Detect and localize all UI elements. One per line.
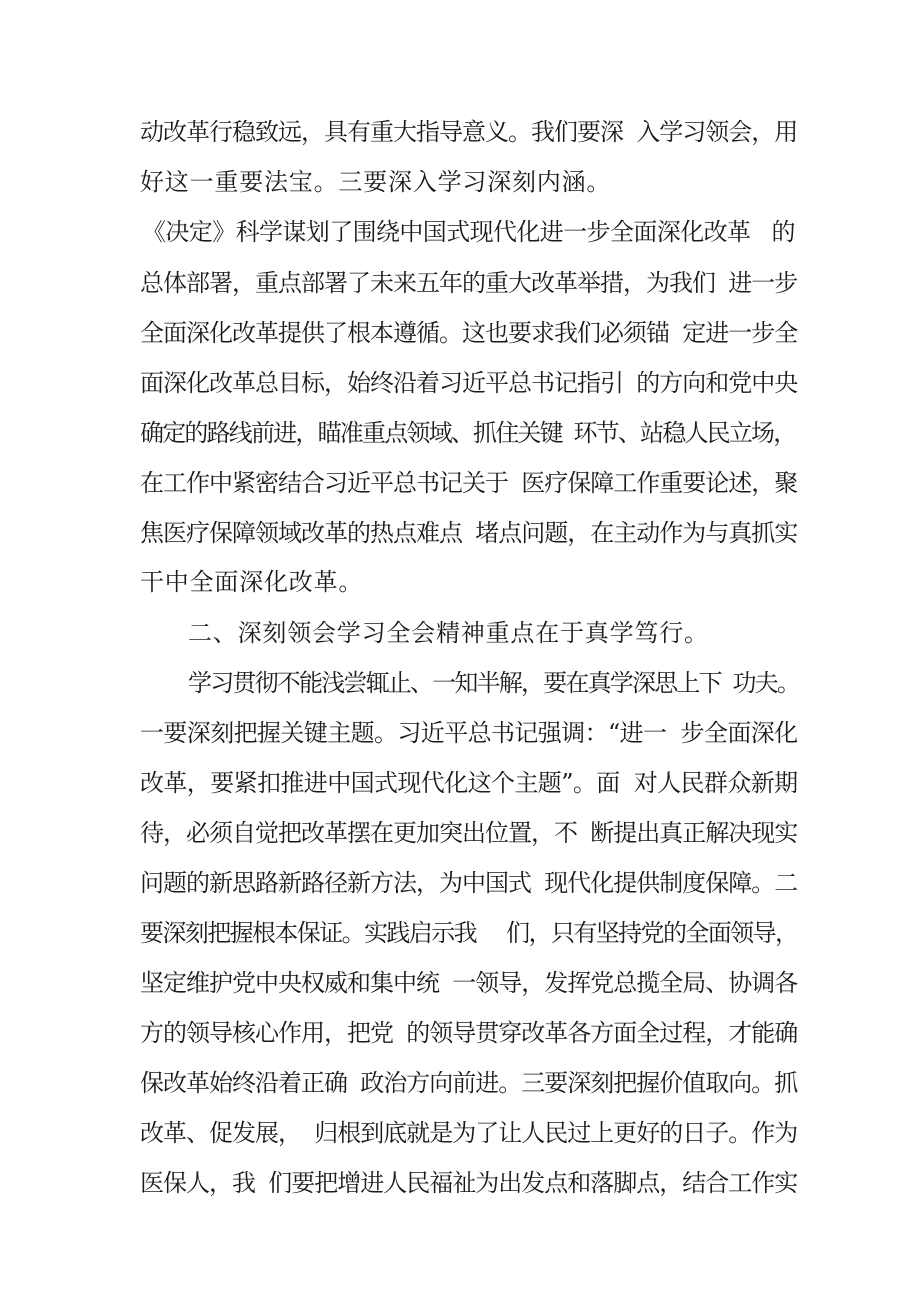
text-line: 确定的路线前进，瞄准重点领域、抓住关键 环节、站稳人民立场， [140,419,796,447]
text-line: 焦医疗保障领域改革的热点难点 堵点问题，在主动作为与真抓实 [140,519,798,547]
text-line: 全面深化改革提供了根本遵循。这也要求我们必须锚 定进一步全 [140,319,798,347]
text-line: 保改革始终沿着正确 政治方向前进。三要深刻把握价值取向。抓 [140,1069,798,1097]
text-line: 医保人，我 们要把增进人民福祉为出发点和落脚点，结合工作实 [140,1169,798,1197]
text-line: 坚定维护党中央权威和集中统 一领导，发挥党总揽全局、协调各 [140,969,798,997]
text-line: 动改革行稳致远，具有重大指导意义。我们要深 入学习领会，用 [140,118,798,146]
text-line: 学习贯彻不能浅尝辄止、一知半解，要在真学深思上下 功夫。 [188,669,800,697]
text-line: 面深化改革总目标，始终沿着习近平总书记指引 的方向和党中央 [140,369,798,397]
text-line: 要深刻把握根本保证。实践启示我 们，只有坚持党的全面领导， [140,919,798,947]
text-line: 改革，要紧扣推进中国式现代化这个主题”。面 对人民群众新期 [140,769,798,797]
text-line: 总体部署，重点部署了未来五年的重大改革举措，为我们 进一步 [140,269,798,297]
text-line: 方的领导核心作用，把党 的领导贯穿改革各方面全过程，才能确 [140,1019,798,1047]
section-heading: 二、深刻领会学习全会精神重点在于真学笃行。 [188,619,709,647]
text-line: 好这一重要法宝。三要深入学习深刻内涵。 [140,168,612,196]
text-line: 改革、促发展， 归根到底就是为了让人民过上更好的日子。作为 [140,1119,798,1147]
text-line: 《决定》科学谋划了围绕中国式现代化进一步全面深化改革 的 [142,218,795,246]
text-line: 问题的新思路新路径新方法，为中国式 现代化提供制度保障。二 [140,869,798,897]
text-line: 在工作中紧密结合习近平总书记关于 医疗保障工作重要论述，聚 [140,469,798,497]
text-line: 一要深刻把握关键主题。习近平总书记强调：“进一 步全面深化 [140,719,798,747]
text-line: 待，必须自觉把改革摆在更加突出位置，不 断提出真正解决现实 [140,819,798,847]
text-line: 干中全面深化改革。 [140,568,364,596]
